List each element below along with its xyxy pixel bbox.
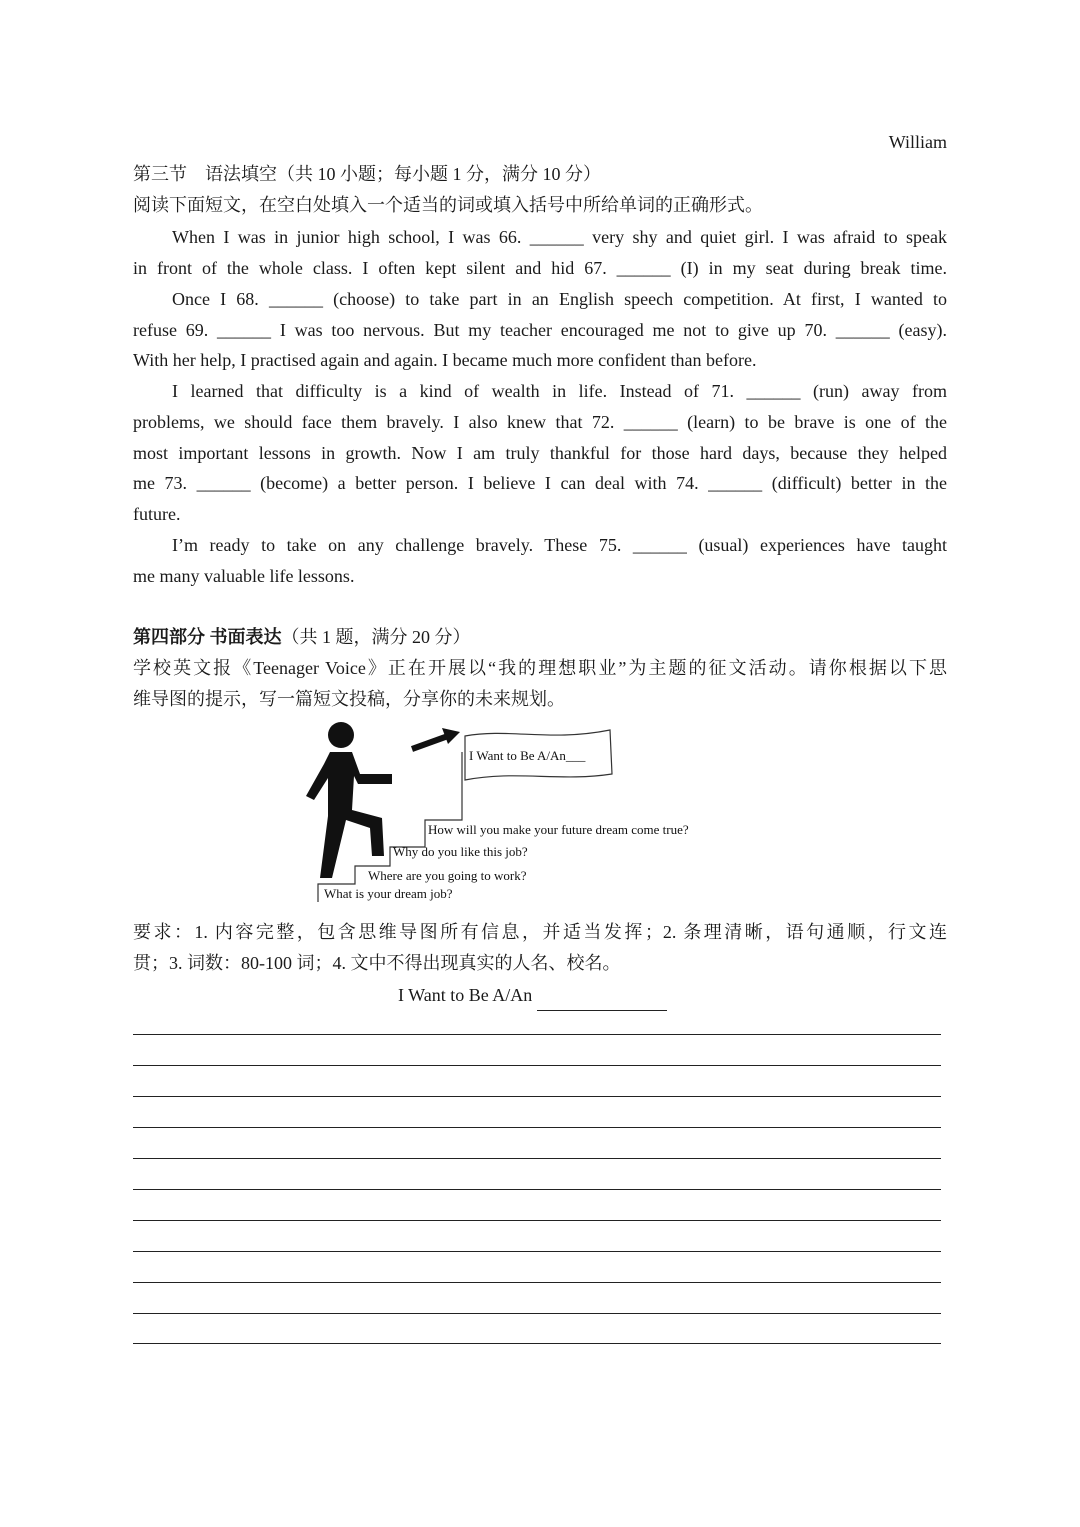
writing-line[interactable] — [133, 1065, 941, 1066]
section4-heading-bold: 第四部分 书面表达 — [133, 627, 282, 647]
writing-line[interactable] — [133, 1034, 941, 1035]
mindmap-step-text: Why do you like this job? — [393, 844, 528, 859]
writing-line[interactable] — [133, 1096, 941, 1097]
section4-heading — [133, 622, 947, 653]
flag-text: I Want to Be A/An___ — [469, 748, 586, 763]
climbing-person-icon — [306, 722, 392, 878]
passage-line: refuse 69. ______ I was too nervous. But my teacher encouraged me not to give up 70. ______ (easy). — [133, 320, 947, 340]
passage-line: problems, we should face them bravely. I also knew that 72. ______ (learn) to be brave is one of the — [133, 412, 947, 432]
requirements: 贯；3. 词数：80-100 词；4. 文中不得出现真实的人名、校名。 — [133, 953, 621, 973]
writing-line[interactable] — [133, 1158, 941, 1159]
essay-title — [398, 980, 667, 1011]
passage-line: future. — [133, 504, 181, 524]
passage-line: Once I 68. ______ (choose) to take part in an English speech competition. At first, I wanted to — [172, 289, 947, 309]
arrow-icon — [412, 728, 460, 749]
writing-prompt: 维导图的提示，写一篇短文投稿，分享你的未来规划。 — [133, 689, 565, 709]
essay-title-blank[interactable] — [537, 990, 667, 1011]
section3-instruction: 阅读下面短文，在空白处填入一个适当的词或填入括号中所给单词的正确形式。 — [133, 195, 763, 215]
writing-line[interactable] — [133, 1282, 941, 1283]
passage-line: I’m ready to take on any challenge bravely. These 75. ______ (usual) experiences have taught — [172, 535, 947, 555]
requirements: 要求：1. 内容完整，包含思维导图所有信息，并适当发挥；2. 条理清晰，语句通顺，行文连 — [133, 922, 947, 942]
writing-line[interactable] — [133, 1343, 941, 1344]
passage-line: me many valuable life lessons. — [133, 566, 355, 586]
writing-line[interactable] — [133, 1127, 941, 1128]
passage-line: in front of the whole class. I often kept silent and hid 67. ______ (I) in my seat during break time. — [133, 258, 947, 278]
writing-line[interactable] — [133, 1189, 941, 1190]
writing-line[interactable] — [133, 1251, 941, 1252]
passage-line: most important lessons in growth. Now I am truly thankful for those hard days, because they helped — [133, 443, 947, 463]
mindmap-step-text: How will you make your future dream come true? — [428, 822, 689, 837]
passage-line: me 73. ______ (become) a better person. I believe I can deal with 74. ______ (difficult) better in the — [133, 473, 947, 493]
mindmap-step-text: Where are you going to work? — [368, 868, 527, 883]
flag-banner — [465, 730, 612, 780]
writing-line[interactable] — [133, 1220, 941, 1221]
essay-title-text: I Want to Be A/An — [398, 985, 533, 1005]
mindmap-step-text: What is your dream job? — [324, 886, 453, 901]
passage-line: When I was in junior high school, I was 66. ______ very shy and quiet girl. I was afraid to speak — [172, 227, 947, 247]
passage-line: I learned that difficulty is a kind of wealth in life. Instead of 71. ______ (run) away from — [172, 381, 947, 401]
passage-line: With her help, I practised again and again. I became much more confident than before. — [133, 350, 757, 370]
writing-line[interactable] — [133, 1313, 941, 1314]
section4-heading-rest: （共 1 题，满分 20 分） — [281, 627, 471, 647]
student-name: William — [888, 132, 947, 152]
section3-heading: 第三节 语法填空（共 10 小题；每小题 1 分，满分 10 分） — [133, 164, 601, 184]
mindmap-diagram — [300, 716, 750, 912]
writing-prompt: 学校英文报《Teenager Voice》正在开展以“我的理想职业”为主题的征文活动。请你根据以下思 — [133, 658, 947, 678]
